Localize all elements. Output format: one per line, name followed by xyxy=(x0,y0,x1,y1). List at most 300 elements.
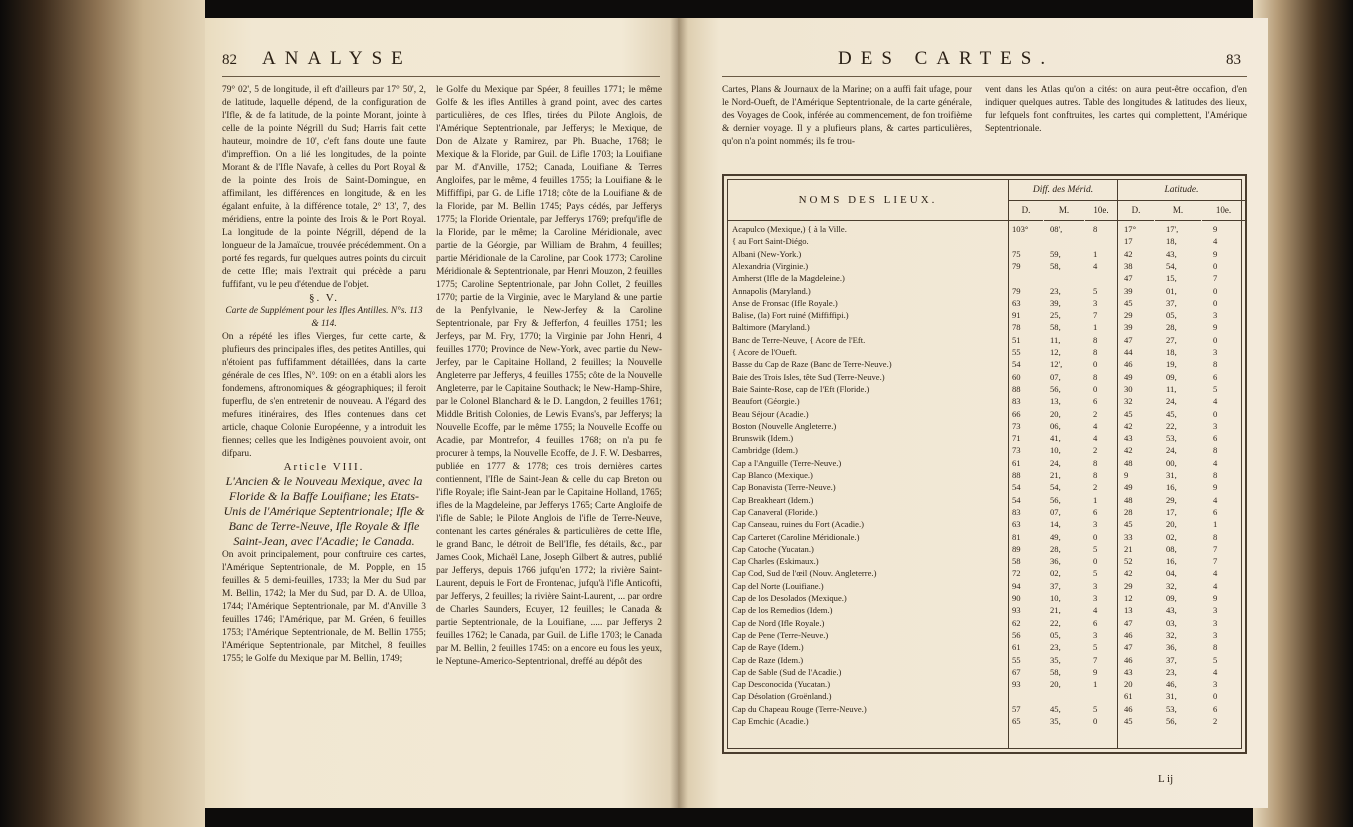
lat-minutes: 43, xyxy=(1166,605,1177,616)
sub-lat-tenths: 10e. xyxy=(1202,200,1245,221)
lat-minutes: 31, xyxy=(1166,691,1177,702)
diff-tenths: 8 xyxy=(1093,457,1098,468)
lat-minutes: 37, xyxy=(1166,297,1177,308)
place-name: Cap Bonavista (Terre-Neuve.) xyxy=(732,482,836,493)
diff-degrees: 63 xyxy=(1012,297,1021,308)
diff-tenths: 7 xyxy=(1093,654,1098,665)
place-name: Annapolis (Maryland.) xyxy=(732,285,811,296)
place-name: Banc de Terre-Neuve, { Acore de l'Eft. xyxy=(732,334,866,345)
diff-minutes: 23, xyxy=(1050,285,1061,296)
lat-tenths: 3 xyxy=(1213,679,1218,690)
diff-degrees: 54 xyxy=(1012,482,1021,493)
diff-degrees: 79 xyxy=(1012,285,1021,296)
lat-degrees: 42 xyxy=(1124,568,1133,579)
diff-degrees: 89 xyxy=(1012,543,1021,554)
lat-minutes: 04, xyxy=(1166,568,1177,579)
lat-tenths: 1 xyxy=(1213,519,1218,530)
lat-degrees: 49 xyxy=(1124,482,1133,493)
right-page-number: 83 xyxy=(1226,52,1241,68)
diff-degrees: 56 xyxy=(1012,629,1021,640)
diff-minutes: 58, xyxy=(1050,666,1061,677)
lat-minutes: 00, xyxy=(1166,457,1177,468)
lat-degrees: 46 xyxy=(1124,654,1133,665)
place-name: Acapulco (Mexique,) { à la Ville. xyxy=(732,224,847,234)
diff-tenths: 5 xyxy=(1093,703,1098,714)
diff-tenths: 8 xyxy=(1093,347,1098,357)
table-row xyxy=(728,433,1241,445)
right-head-rule xyxy=(722,76,1247,77)
diff-degrees: 78 xyxy=(1012,322,1021,333)
table-row xyxy=(728,236,1241,248)
diff-degrees: 83 xyxy=(1012,396,1021,407)
diff-degrees: 58 xyxy=(1012,556,1021,567)
table-row xyxy=(728,667,1241,679)
diff-tenths: 3 xyxy=(1093,593,1098,603)
place-name: Cap Blanco (Mexique.) xyxy=(732,470,813,480)
lat-minutes: 15, xyxy=(1166,273,1177,284)
diff-tenths: 6 xyxy=(1093,617,1098,628)
lat-minutes: 24, xyxy=(1166,445,1177,456)
diff-degrees: 65 xyxy=(1012,716,1021,726)
place-name: Cap de los Desolados (Mexique.) xyxy=(732,593,847,603)
lat-degrees: 45 xyxy=(1124,519,1133,530)
diff-tenths: 5 xyxy=(1093,543,1098,554)
diff-degrees: 90 xyxy=(1012,593,1021,603)
diff-tenths: 8 xyxy=(1093,371,1098,382)
diff-degrees: 66 xyxy=(1012,408,1021,419)
table-row xyxy=(728,261,1241,273)
diff-minutes: 35, xyxy=(1050,716,1061,726)
lat-minutes: 02, xyxy=(1166,531,1177,542)
lat-degrees: 29 xyxy=(1124,580,1133,591)
intro-paragraph-left: Cartes, Plans & Journaux de la Marine; on a auffi fait ufage, pour le Nord-Oueft, de l'Amérique Septentrionale, de la carte générale, des Voyages de Cook, inférée au commencement, de fon troifième & dernier voyage. Il y a plufieurs plans, & cartes particulières, qu'on n'a point nommés; ils fe trou- xyxy=(722,85,972,147)
diff-minutes: 58, xyxy=(1050,260,1061,271)
lat-degrees: 20 xyxy=(1124,679,1133,690)
intro-paragraph-right: vent dans les Atlas qu'on a cités: on aura peut-être occafion, d'en indiquer quelques autres. Table des longitudes & latitudes des lieux, fur lefquels font conftruites, les cartes qui complettent, l'Amérique Septentrionale. xyxy=(985,85,1247,134)
place-name: Cambridge (Idem.) xyxy=(732,445,798,456)
lat-degrees: 61 xyxy=(1124,691,1133,702)
diff-minutes: 10, xyxy=(1050,445,1061,456)
table-row xyxy=(728,384,1241,396)
lat-minutes: 16, xyxy=(1166,556,1177,567)
table-row xyxy=(728,347,1241,359)
left-column-2 xyxy=(436,84,662,669)
lat-minutes: 22, xyxy=(1166,420,1177,431)
diff-tenths: 1 xyxy=(1093,322,1098,333)
table-row xyxy=(728,691,1241,703)
place-name: Cap de Raye (Idem.) xyxy=(732,642,804,653)
lat-minutes: 27, xyxy=(1166,334,1177,345)
lat-minutes: 32, xyxy=(1166,629,1177,640)
diff-degrees: 71 xyxy=(1012,433,1021,444)
sub-lat-minutes: M. xyxy=(1155,200,1201,221)
lat-tenths: 0 xyxy=(1213,408,1218,419)
diff-minutes: 59, xyxy=(1050,248,1061,259)
table-row xyxy=(728,298,1241,310)
lat-degrees: 43 xyxy=(1124,433,1133,444)
place-name: Cap Emchic (Acadie.) xyxy=(732,716,809,726)
left-page-number: 82 xyxy=(222,52,237,68)
diff-tenths: 3 xyxy=(1093,297,1098,308)
diff-tenths: 4 xyxy=(1093,433,1098,444)
table-row xyxy=(728,605,1241,617)
diff-tenths: 0 xyxy=(1093,556,1098,567)
place-name: Cap de Pene (Terre-Neuve.) xyxy=(732,629,829,640)
lat-tenths: 5 xyxy=(1213,654,1218,665)
lat-minutes: 46, xyxy=(1166,679,1177,690)
lat-tenths: 8 xyxy=(1213,445,1218,456)
lat-degrees: 39 xyxy=(1124,322,1133,333)
lat-minutes: 43, xyxy=(1166,248,1177,259)
diff-degrees: 55 xyxy=(1012,347,1021,357)
lat-degrees: 42 xyxy=(1124,420,1133,431)
section-heading: §. V. xyxy=(308,292,340,304)
sub-tenths: 10e. xyxy=(1085,200,1117,221)
lat-degrees: 42 xyxy=(1124,445,1133,456)
lat-tenths: 0 xyxy=(1213,260,1218,271)
table-row xyxy=(728,581,1241,593)
place-name: Cap Canseau, ruines du Fort (Acadie.) xyxy=(732,519,864,530)
left-head-rule xyxy=(222,76,660,77)
lat-degrees: 13 xyxy=(1124,605,1133,616)
diff-tenths: 0 xyxy=(1093,359,1098,370)
table-row xyxy=(728,655,1241,667)
diff-minutes: 24, xyxy=(1050,457,1061,468)
diff-tenths: 4 xyxy=(1093,605,1098,616)
book-gutter xyxy=(670,18,688,808)
place-name: { Acore de l'Oueft. xyxy=(732,347,797,357)
table-row xyxy=(728,286,1241,298)
lat-degrees: 45 xyxy=(1124,408,1133,419)
paragraph-antilles: On a répété les ifles Vierges, fur cette carte, & plufieurs des principales ifles, des petites Antilles, qui n'étoient pas fuffifamment détaillées, dans la carte générale de ces Ifles, N°. 109: on en a établi alors les fondemens, aftronomiques & géographiques; il feroit fuperflu, de s'en entretenir de nouveau. A l'égard des mefures itinéraires, des Ifles contenues dans cet article, chaque Colonie Européenne, y a introduit les fiennes; celles que les Indigènes pouvoient avoir, ont difparu. xyxy=(222,332,426,459)
lat-degrees: 45 xyxy=(1124,716,1133,726)
section-title: Carte de Supplément pour les Ifles Antilles. N°s. 113 & 114. xyxy=(225,306,423,329)
lat-tenths: 9 xyxy=(1213,482,1218,493)
signature-mark: L ij xyxy=(1158,773,1174,785)
place-name: Anse de Fronsac (Ifle Royale.) xyxy=(732,297,838,308)
diff-tenths: 4 xyxy=(1093,260,1098,271)
lat-tenths: 4 xyxy=(1213,457,1218,468)
diff-minutes: 02, xyxy=(1050,568,1061,579)
diff-minutes: 12', xyxy=(1050,359,1063,370)
table-row xyxy=(728,335,1241,347)
diff-minutes: 10, xyxy=(1050,593,1061,603)
table-row xyxy=(728,482,1241,494)
place-name: Cap Canaveral (Floride.) xyxy=(732,506,818,517)
diff-degrees: 93 xyxy=(1012,605,1021,616)
header-place-names: NOMS DES LIEUX. xyxy=(728,180,1009,221)
lat-degrees: 30 xyxy=(1124,383,1133,394)
lat-minutes: 20, xyxy=(1166,519,1177,530)
diff-tenths: 6 xyxy=(1093,506,1098,517)
place-name: Cap del Norte (Louifiane.) xyxy=(732,580,824,591)
lat-degrees: 47 xyxy=(1124,273,1133,284)
diff-degrees: 94 xyxy=(1012,580,1021,591)
article-heading: Article VIII. xyxy=(283,461,365,473)
lat-minutes: 17, xyxy=(1166,506,1177,517)
lat-tenths: 2 xyxy=(1213,716,1218,726)
diff-tenths: 5 xyxy=(1093,568,1098,579)
place-name: Cap de Raze (Idem.) xyxy=(732,654,804,665)
right-intro-left xyxy=(722,84,972,149)
diff-degrees: 61 xyxy=(1012,642,1021,653)
diff-minutes: 28, xyxy=(1050,543,1061,554)
diff-degrees: 62 xyxy=(1012,617,1021,628)
table-frame xyxy=(727,179,1242,749)
place-name: Boston (Nouvelle Angleterre.) xyxy=(732,420,837,431)
lat-tenths: 3 xyxy=(1213,310,1218,321)
diff-degrees: 51 xyxy=(1012,334,1021,345)
diff-degrees: 54 xyxy=(1012,494,1021,505)
diff-degrees: 91 xyxy=(1012,310,1021,321)
lat-minutes: 18, xyxy=(1166,347,1177,357)
diff-tenths: 2 xyxy=(1093,445,1098,456)
right-page-edges xyxy=(1253,0,1353,827)
lat-tenths: 4 xyxy=(1213,666,1218,677)
diff-minutes: 11, xyxy=(1050,334,1061,345)
diff-degrees: 103° xyxy=(1012,224,1029,234)
lat-minutes: 29, xyxy=(1166,494,1177,505)
header-meridian-diff: Diff. des Mérid. xyxy=(1009,180,1118,201)
diff-tenths: 2 xyxy=(1093,482,1098,493)
lat-tenths: 4 xyxy=(1213,494,1218,505)
lat-minutes: 08, xyxy=(1166,543,1177,554)
lat-degrees: 49 xyxy=(1124,371,1133,382)
diff-tenths: 0 xyxy=(1093,531,1098,542)
diff-minutes: 36, xyxy=(1050,556,1061,567)
lat-tenths: 0 xyxy=(1213,285,1218,296)
lat-tenths: 3 xyxy=(1213,347,1218,357)
lat-tenths: 9 xyxy=(1213,224,1218,234)
diff-tenths: 7 xyxy=(1093,310,1098,321)
place-name: { au Fort Saint-Diégo. xyxy=(732,236,809,247)
diff-tenths: 5 xyxy=(1093,285,1098,296)
table-row xyxy=(728,642,1241,654)
diff-degrees: 79 xyxy=(1012,260,1021,271)
diff-minutes: 54, xyxy=(1050,482,1061,493)
lat-degrees: 43 xyxy=(1124,666,1133,677)
table-row xyxy=(728,507,1241,519)
lat-tenths: 0 xyxy=(1213,334,1218,345)
lat-tenths: 5 xyxy=(1213,383,1218,394)
diff-tenths: 5 xyxy=(1093,642,1098,653)
lat-minutes: 53, xyxy=(1166,433,1177,444)
place-name: Cap Catoche (Yucatan.) xyxy=(732,543,814,554)
lat-tenths: 6 xyxy=(1213,371,1218,382)
diff-minutes: 58, xyxy=(1050,322,1061,333)
diff-minutes: 07, xyxy=(1050,506,1061,517)
lat-degrees: 46 xyxy=(1124,703,1133,714)
lat-tenths: 9 xyxy=(1213,248,1218,259)
header-latitude: Latitude. xyxy=(1118,180,1245,201)
diff-minutes: 25, xyxy=(1050,310,1061,321)
lat-degrees: 39 xyxy=(1124,285,1133,296)
lat-tenths: 4 xyxy=(1213,580,1218,591)
longitude-table xyxy=(722,174,1247,754)
diff-minutes: 13, xyxy=(1050,396,1061,407)
place-name: Cap Charles (Eskimaux.) xyxy=(732,556,819,567)
lat-tenths: 8 xyxy=(1213,359,1218,370)
diff-degrees: 75 xyxy=(1012,248,1021,259)
lat-minutes: 37, xyxy=(1166,654,1177,665)
lat-degrees: 28 xyxy=(1124,506,1133,517)
lat-tenths: 7 xyxy=(1213,543,1218,554)
lat-tenths: 8 xyxy=(1213,531,1218,542)
paragraph-map-list: le Golfe du Mexique par Spéer, 8 feuilles 1771; le même Golfe & les ifles Antilles à grand point, avec des cartes particulières, de ces Ifles, tirées du Pilote Anglois, de l'Amérique Septentrionale, par Jefferys; le Mexique, de Don de Alzate y Ramirez, par Ph. Buache, 1768; le Mexique & la Floride, par Guil. de Lifle 1703; la Louifiane par M. d'Anville, 1752; Canada, Louifiane & Terres Angloifes, par le même, 4 feuilles 1755; la Louifiane & le Miffiffipi, par G. de Lifle 1718; côte de la Louifiane & de la Floride, par M. Bellin 1745; Pays cédés, par Jefferys 1775; la Floride Orientale, par Jefferys 1769; prefqu'ifle de la Floride, par le même; la Caroline Méridionale, avec partie de la Géorgie, par William de Brahm, 4 feuilles; partie Méridionale de la Caroline, par Cook 1773; Caroline Méridionale & Septentrionale, par Henri Mouzon, 2 feuilles 1775; Caroline Septentrionale, par John Collet, 2 feuilles 1770; partie de la Virginie, avec le Maryland & une partie de la Penfylvanie, le New-Jerfey & la Caroline Septentrionale, par Fry & Jefferfon, 4 feuilles 1751; les Jerfeys, par M. Fry, 1770; la Virginie par John Henri, 4 feuilles 1770; Province de New-York, avec partie du New-Jerfey, par le Capitaine Holland, 2 feuilles; la Nouvelle Angleterre par Jefferys, 4 feuilles 1755; côte de la Nouvelle Angleterre, par le Capitaine Southack; le New-Hamp-Shire, par le Colonel Blanchard & le D. Langdon, 2 feuilles 1761; Middle British Colonies, de Lewis Evans's, par Jefferys; la Nouvelle Ecoffe, par le même 1755; la Nouvelle Ecoffe ou Acadie, par Montrefor, 4 feuilles 1768; on n'a pu fe procurer à temps, la Nouvelle Ecoffe, de J. F. W. Desbarres, publiée en 1777 & 1778; ces trois dernières cartes contiennent, l'Ifle de Saint-Jean & celle du cap Breton ou l'ifle Royale; ifle Saint-Jean par le Capitaine Holland, 1765; ifles de la Magdeleine, par Jefferys 1765; Carte Angloife de l'ifle de Sable; le Pilote Anglois de l'ifle de Terre-Neuve, contenant les cartes générales & particulières de cette Ifle, le grand Banc, le détroit de Bell'Ifle, fes détails, &c., par James Cook, Michaël Lane, Joseph Gilbert & autres, publié par Jefferys, depuis 1766 jufqu'en 1772; la rivière Saint-Laurent, depuis le Fort de Frontenac, jufqu'à l'ifle Anticofti, par Jefferys, 2 feuilles; la rivière Saint-Laurent, ... par ordre de Charles Saunders, Ecuyer, 12 feuilles; le Canada & partie Septentrionale, de la Louifiane, ..... par Jefferys 2 feuilles 1762; le Canada, par Guil. de Lifle 1703; le Canada par M. Bellin, 2 feuilles 1745: on a encore eu fous les yeux, le Neptune-Americo-Septentrional, dreffé au dépôt des xyxy=(436,85,662,667)
diff-degrees: 93 xyxy=(1012,679,1021,690)
table-row xyxy=(728,519,1241,531)
lat-minutes: 11, xyxy=(1166,383,1177,394)
lat-degrees: 32 xyxy=(1124,396,1133,407)
diff-minutes: 37, xyxy=(1050,580,1061,591)
diff-tenths: 3 xyxy=(1093,519,1098,530)
place-name: Cap de Nord (Ifle Royale.) xyxy=(732,617,825,628)
lat-degrees: 47 xyxy=(1124,642,1133,653)
diff-tenths: 1 xyxy=(1093,679,1098,690)
lat-tenths: 0 xyxy=(1213,297,1218,308)
left-page-edges xyxy=(0,0,205,827)
lat-tenths: 3 xyxy=(1213,420,1218,431)
diff-tenths: 8 xyxy=(1093,224,1098,234)
place-name: Cap Cod, Sud de l'œil (Nouv. Angleterre.) xyxy=(732,568,877,579)
lat-minutes: 16, xyxy=(1166,482,1177,493)
diff-minutes: 05, xyxy=(1050,629,1061,640)
lat-minutes: 31, xyxy=(1166,470,1177,480)
lat-tenths: 3 xyxy=(1213,617,1218,628)
lat-degrees: 9 xyxy=(1124,470,1129,480)
table-row xyxy=(728,372,1241,384)
diff-tenths: 6 xyxy=(1093,396,1098,407)
right-intro-right xyxy=(985,84,1247,136)
lat-degrees: 38 xyxy=(1124,260,1133,271)
lat-tenths: 3 xyxy=(1213,629,1218,640)
diff-tenths: 3 xyxy=(1093,629,1098,640)
lat-degrees: 45 xyxy=(1124,297,1133,308)
table-row xyxy=(728,445,1241,457)
diff-minutes: 56, xyxy=(1050,494,1061,505)
place-name: Albani (New-York.) xyxy=(732,248,802,259)
table-row xyxy=(728,322,1241,334)
sub-degrees: D. xyxy=(1009,200,1043,221)
diff-minutes: 21, xyxy=(1050,470,1061,480)
place-name: Basse du Cap de Raze (Banc de Terre-Neuve.) xyxy=(732,359,892,370)
lat-degrees: 48 xyxy=(1124,457,1133,468)
place-name: Cap de Sable (Sud de l'Acadie.) xyxy=(732,666,842,677)
place-name: Cap Désolation (Groënland.) xyxy=(732,691,832,702)
lat-tenths: 0 xyxy=(1213,691,1218,702)
diff-degrees: 57 xyxy=(1012,703,1021,714)
place-name: Amherst (Ifle de la Magdeleine.) xyxy=(732,273,845,284)
diff-degrees: 72 xyxy=(1012,568,1021,579)
sub-minutes: M. xyxy=(1044,200,1084,221)
lat-degrees: 47 xyxy=(1124,617,1133,628)
table-row xyxy=(728,409,1241,421)
lat-minutes: 19, xyxy=(1166,359,1177,370)
diff-degrees: 55 xyxy=(1012,654,1021,665)
diff-tenths: 3 xyxy=(1093,580,1098,591)
diff-degrees: 88 xyxy=(1012,470,1021,480)
place-name: Beau Séjour (Acadie.) xyxy=(732,408,809,419)
lat-minutes: 18, xyxy=(1166,236,1177,247)
lat-tenths: 8 xyxy=(1213,470,1218,480)
diff-tenths: 8 xyxy=(1093,470,1098,480)
lat-degrees: 12 xyxy=(1124,593,1133,603)
diff-tenths: 0 xyxy=(1093,383,1098,394)
place-name: Cap a l'Anguille (Terre-Neuve.) xyxy=(732,457,842,468)
lat-degrees: 21 xyxy=(1124,543,1133,554)
lat-degrees: 52 xyxy=(1124,556,1133,567)
place-name: Baltimore (Maryland.) xyxy=(732,322,810,333)
place-name: Beaufort (Géorgie.) xyxy=(732,396,800,407)
place-name: Baie des Trois Isles, tête Sud (Terre-Neuve.) xyxy=(732,371,885,382)
lat-minutes: 05, xyxy=(1166,310,1177,321)
table-row xyxy=(728,458,1241,470)
lat-minutes: 03, xyxy=(1166,617,1177,628)
table-row xyxy=(728,249,1241,261)
lat-tenths: 7 xyxy=(1213,273,1218,284)
diff-minutes: 08', xyxy=(1050,224,1063,234)
lat-minutes: 32, xyxy=(1166,580,1177,591)
left-column-1 xyxy=(222,84,426,666)
diff-tenths: 9 xyxy=(1093,666,1098,677)
diff-minutes: 45, xyxy=(1050,703,1061,714)
diff-degrees: 67 xyxy=(1012,666,1021,677)
table-row xyxy=(728,716,1241,728)
table-row xyxy=(728,679,1241,691)
table-row xyxy=(728,421,1241,433)
lat-tenths: 6 xyxy=(1213,703,1218,714)
place-name: Cap du Chapeau Rouge (Terre-Neuve.) xyxy=(732,703,867,714)
left-running-head: ANALYSE xyxy=(262,48,412,69)
table-row xyxy=(728,618,1241,630)
table-row xyxy=(728,224,1241,236)
sub-lat-degrees: D. xyxy=(1118,200,1154,221)
place-name: Brunswik (Idem.) xyxy=(732,433,794,444)
lat-tenths: 8 xyxy=(1213,642,1218,653)
lat-minutes: 17', xyxy=(1166,224,1179,234)
table-row xyxy=(728,544,1241,556)
lat-degrees: 42 xyxy=(1124,248,1133,259)
lat-degrees: 33 xyxy=(1124,531,1133,542)
diff-tenths: 4 xyxy=(1093,420,1098,431)
diff-degrees: 73 xyxy=(1012,445,1021,456)
diff-degrees: 81 xyxy=(1012,531,1021,542)
table-row xyxy=(728,532,1241,544)
lat-degrees: 48 xyxy=(1124,494,1133,505)
table-row xyxy=(728,704,1241,716)
lat-minutes: 09, xyxy=(1166,593,1177,603)
diff-tenths: 8 xyxy=(1093,334,1098,345)
lat-minutes: 28, xyxy=(1166,322,1177,333)
diff-minutes: 35, xyxy=(1050,654,1061,665)
lat-degrees: 46 xyxy=(1124,629,1133,640)
lat-degrees: 46 xyxy=(1124,359,1133,370)
lat-tenths: 4 xyxy=(1213,396,1218,407)
table-row xyxy=(728,310,1241,322)
lat-tenths: 9 xyxy=(1213,322,1218,333)
diff-minutes: 20, xyxy=(1050,408,1061,419)
lat-minutes: 09, xyxy=(1166,371,1177,382)
place-name: Alexandria (Virginie.) xyxy=(732,260,809,271)
diff-degrees: 60 xyxy=(1012,371,1021,382)
table-row xyxy=(728,593,1241,605)
lat-degrees: 17 xyxy=(1124,236,1133,247)
paragraph-sources: On avoit principalement, pour conftruire ces cartes, l'Amérique Septentrionale, de M. Popple, en 15 feuilles & 5 demi-feuilles, 1733; la Mer du Sud par M. Bellin, 1742; la Mer du Sud, par D. A. de Ulloa, 1744; l'Amérique Septentrionale, par M. d'Anville 3 feuilles 1746; l'Amérique, par M. Gréen, 6 feuilles 1753; l'Amérique Septentrionale, de M. Bellin 1755; l'Amérique Septentrionale, par Mitchel, 8 feuilles 1755; le Golfe du Mexique par M. Bellin, 1749; xyxy=(222,550,426,664)
place-name: Cap Carteret (Caroline Méridionale.) xyxy=(732,531,860,542)
lat-tenths: 9 xyxy=(1213,593,1218,603)
diff-minutes: 56, xyxy=(1050,383,1061,394)
diff-minutes: 23, xyxy=(1050,642,1061,653)
